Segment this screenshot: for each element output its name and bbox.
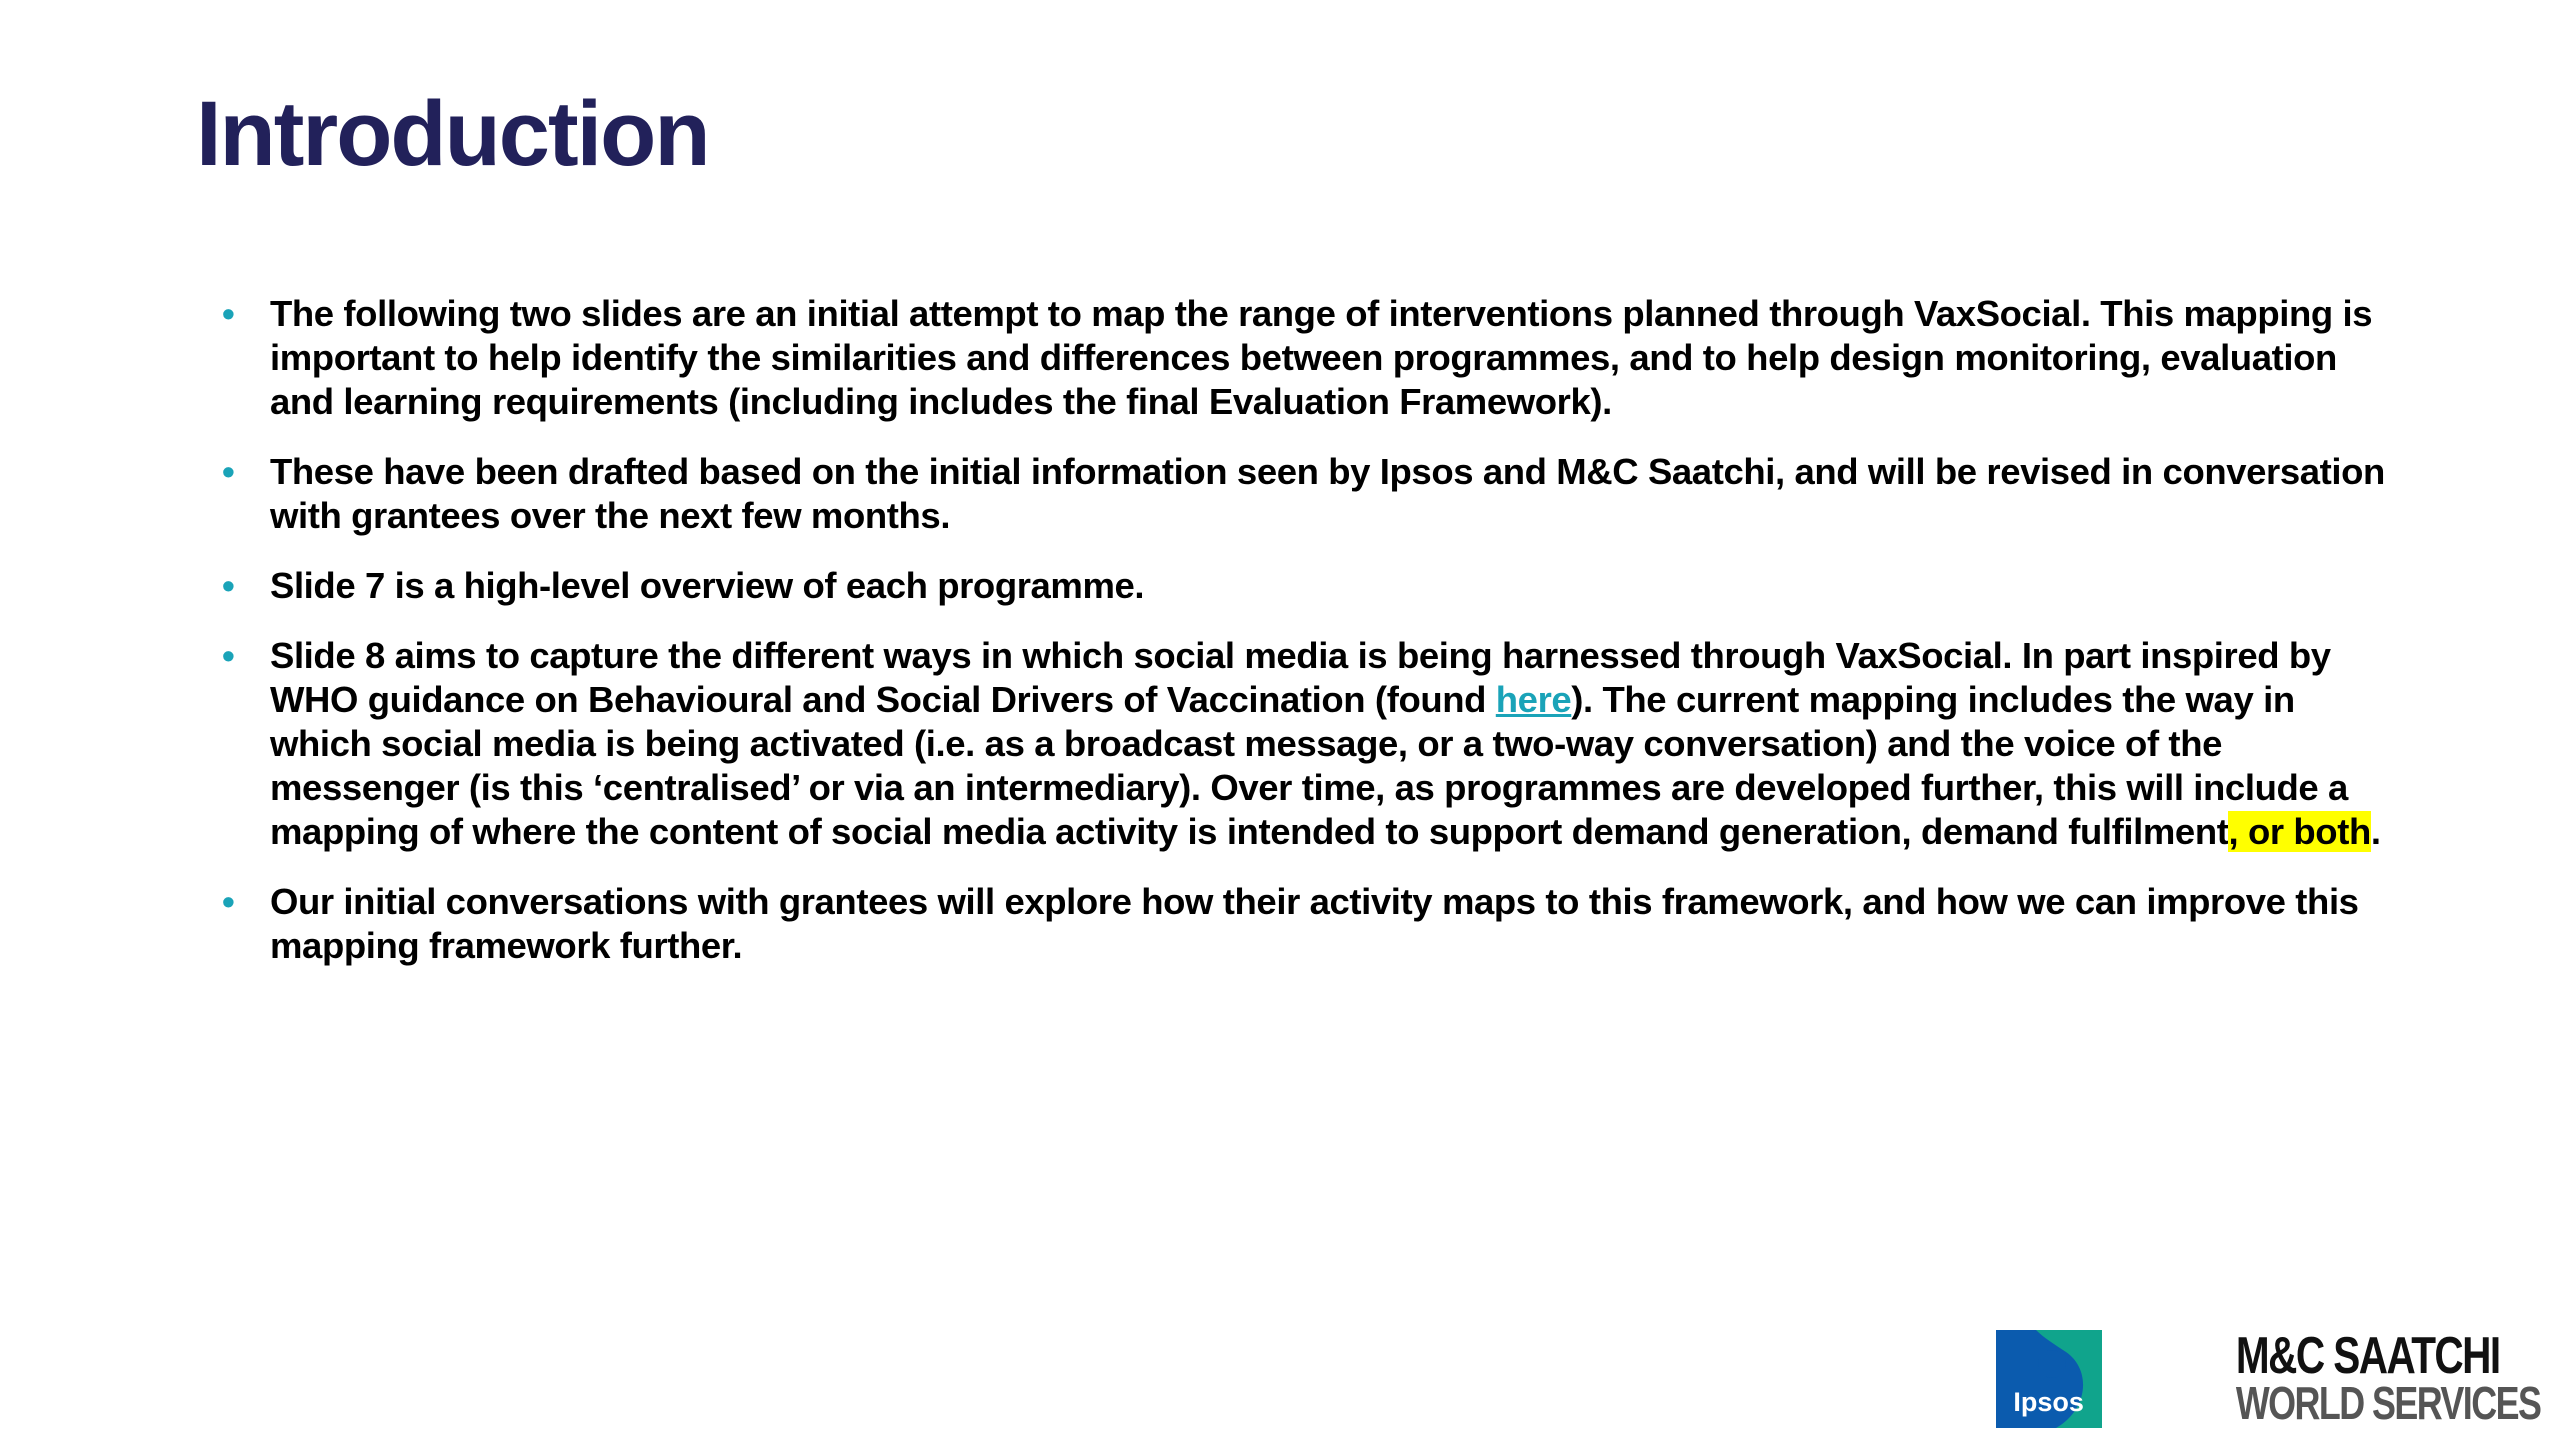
highlighted-text: , or both <box>2228 811 2371 852</box>
bullet-list <box>220 292 2390 994</box>
here-link[interactable]: here <box>1495 679 1572 720</box>
mc-saatchi-line1: M&C SAATCHI <box>2235 1327 2500 1386</box>
ipsos-logo-icon <box>1996 1330 2102 1428</box>
bullet-text: Our initial conversations with grantees will explore how their activity maps to this framework, and how we can improve this mapping framework further. <box>270 881 2359 966</box>
logo-footer <box>1996 1327 2540 1429</box>
bullet-icon: • <box>222 565 235 606</box>
mc-saatchi-line2: WORLD SERVICES <box>2235 1376 2540 1429</box>
bullet-item-4 <box>220 634 2390 854</box>
bullet-text: Slide 7 is a high-level overview of each programme. <box>270 565 1145 606</box>
mc-saatchi-logo <box>2235 1327 2540 1429</box>
bullet-icon: • <box>222 881 235 922</box>
bullet-text-after-link: ). The current mapping includes the way in which social media is being activated (i.e. as a broadcast message, or a two-way conversation) and the voice of the messenger (is this ‘centralised’ or via an intermediary). Over time, as programmes are developed further, this will include a mapping of where the content of social media activity is intended to support demand generation, demand fulfilment <box>270 679 2348 852</box>
bullet-icon: • <box>222 293 235 334</box>
slide-title: Introduction <box>196 83 709 185</box>
bullet-text-before-link: Slide 8 aims to capture the different ways in which social media is being harnessed through VaxSocial. In part inspired by WHO guidance on Behavioural and Social Drivers of Vaccination (found <box>270 635 2331 720</box>
bullet-item-5 <box>220 880 2390 968</box>
bullet-item-1 <box>220 292 2390 424</box>
bullet-icon: • <box>222 635 235 676</box>
bullet-item-2 <box>220 450 2390 538</box>
bullet-icon: • <box>222 451 235 492</box>
bullet-text-end: . <box>2370 811 2381 852</box>
bullet-item-3 <box>220 564 2390 608</box>
bullet-text: These have been drafted based on the initial information seen by Ipsos and M&C Saatchi, and will be revised in conversation with grantees over the next few months. <box>270 451 2385 536</box>
bullet-text: The following two slides are an initial attempt to map the range of interventions planned through VaxSocial. This mapping is important to help identify the similarities and differences between programmes, and to help design monitoring, evaluation and learning requirements (including includes the final Evaluation Framework). <box>270 293 2373 422</box>
ipsos-label: Ipsos <box>2013 1387 2084 1417</box>
